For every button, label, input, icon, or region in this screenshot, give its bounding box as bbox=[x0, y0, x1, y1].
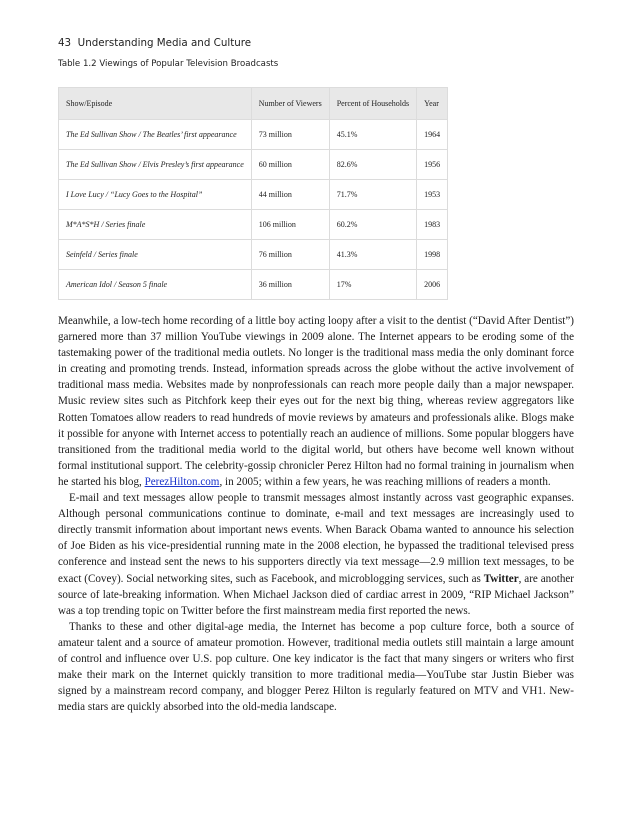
table-row bbox=[59, 150, 448, 180]
cell-viewers: 36 million bbox=[251, 270, 329, 300]
body-text bbox=[58, 313, 574, 715]
cell-viewers: 44 million bbox=[251, 180, 329, 210]
twitter-term: Twitter bbox=[483, 572, 519, 585]
paragraph-text: , are another source of late-breaking information. When Michael Jackson died of cardiac arrest in 2009, “RIP Michael Jackson” was a top trending topic on Twitter before the first mainstream media first reported the news. bbox=[58, 572, 574, 617]
cell-year: 1964 bbox=[417, 120, 448, 150]
cell-percent: 17% bbox=[329, 270, 416, 300]
cell-show: The Ed Sullivan Show / The Beatles’ first appearance bbox=[59, 120, 252, 150]
cell-show: American Idol / Season 5 finale bbox=[59, 270, 252, 300]
cell-year: 1956 bbox=[417, 150, 448, 180]
table-row bbox=[59, 120, 448, 150]
cell-show: M*A*S*H / Series finale bbox=[59, 210, 252, 240]
cell-percent: 45.1% bbox=[329, 120, 416, 150]
cell-year: 1953 bbox=[417, 180, 448, 210]
cell-year: 2006 bbox=[417, 270, 448, 300]
column-header-viewers: Number of Viewers bbox=[251, 88, 329, 120]
paragraph-3: Thanks to these and other digital-age media, the Internet has become a pop culture force, both a source of amateur talent and a source of amateur promotion. However, traditional media outlets still maintain a large amount of control and influence over U.S. pop culture. One key indicator is the fact that many singers or writers who first make their mark on the Internet quickly transition to more traditional media—YouTube star Justin Bieber was signed by a mainstream record company, and blogger Perez Hilton is regularly featured on MTV and VH1. New-media stars are quickly absorbed into the old-media landscape. bbox=[58, 620, 574, 714]
cell-show: Seinfeld / Series finale bbox=[59, 240, 252, 270]
cell-viewers: 73 million bbox=[251, 120, 329, 150]
paragraph-text: E-mail and text messages allow people to transmit messages almost instantly across vast geographic expanses. Although personal communications continue to dominate, e-mail and text messages are increasingly used to directly transmit information about important news events. When Barack Obama wanted to announce his selection of Joe Biden as his vice-presidential running mate in the 2008 election, he bypassed the traditional televised press conference and instead sent the news to his supporters directly via text message—2.9 million text messages, to be exact (Covey). Social networking sites, such as Facebook, and microblogging services, such as bbox=[58, 492, 574, 585]
cell-show: I Love Lucy / “Lucy Goes to the Hospital” bbox=[59, 180, 252, 210]
table-row bbox=[59, 240, 448, 270]
running-header bbox=[58, 37, 251, 49]
cell-show: The Ed Sullivan Show / Elvis Presley’s first appearance bbox=[59, 150, 252, 180]
book-title: Understanding Media and Culture bbox=[77, 37, 252, 49]
column-header-show: Show/Episode bbox=[59, 88, 252, 120]
column-header-year: Year bbox=[417, 88, 448, 120]
cell-viewers: 60 million bbox=[251, 150, 329, 180]
table-header-row bbox=[59, 88, 448, 120]
perezhilton-link[interactable]: PerezHilton.com bbox=[144, 475, 220, 488]
cell-year: 1998 bbox=[417, 240, 448, 270]
paragraph-text: , in 2005; within a few years, he was reaching millions of readers a month. bbox=[219, 475, 551, 488]
table-row bbox=[59, 210, 448, 240]
table-row bbox=[59, 270, 448, 300]
page-number: 43 bbox=[58, 37, 72, 49]
table-caption: Table 1.2 Viewings of Popular Television Broadcasts bbox=[58, 59, 279, 69]
paragraph-text: Meanwhile, a low-tech home recording of a little boy acting loopy after a visit to the dentist (“David After Dentist”) garnered more than 37 million YouTube viewings in 2009 alone. The Internet appears to be eroding some of the tastemaking power of the traditional media outlets. No longer is the traditional mass media the only dominant force in creating and promoting trends. Instead, information spreads across the globe without the active involvement of traditional mass media. Websites made by nonprofessionals can reach more people daily than a major newspaper. Music review sites such as Pitchfork keep their eyes out for the next big thing, whereas review aggregators like Rotten Tomatoes allow readers to read hundreds of movie reviews by amateurs and professionals alike. Blogs make it possible for anyone with Internet access to potentially reach an audience of millions. Some popular bloggers have transitioned from the traditional media world to the digital world, but others have become well known without formal institutional support. The celebrity-gossip chronicler Perez Hilton had no formal training in journalism when he started his blog, bbox=[58, 315, 574, 488]
cell-percent: 41.3% bbox=[329, 240, 416, 270]
cell-percent: 71.7% bbox=[329, 180, 416, 210]
paragraph-2 bbox=[58, 490, 574, 619]
paragraph-1 bbox=[58, 313, 574, 490]
cell-percent: 60.2% bbox=[329, 210, 416, 240]
viewings-table bbox=[58, 87, 448, 300]
table-row bbox=[59, 180, 448, 210]
cell-viewers: 76 million bbox=[251, 240, 329, 270]
cell-year: 1983 bbox=[417, 210, 448, 240]
cell-viewers: 106 million bbox=[251, 210, 329, 240]
cell-percent: 82.6% bbox=[329, 150, 416, 180]
column-header-percent: Percent of Households bbox=[329, 88, 416, 120]
